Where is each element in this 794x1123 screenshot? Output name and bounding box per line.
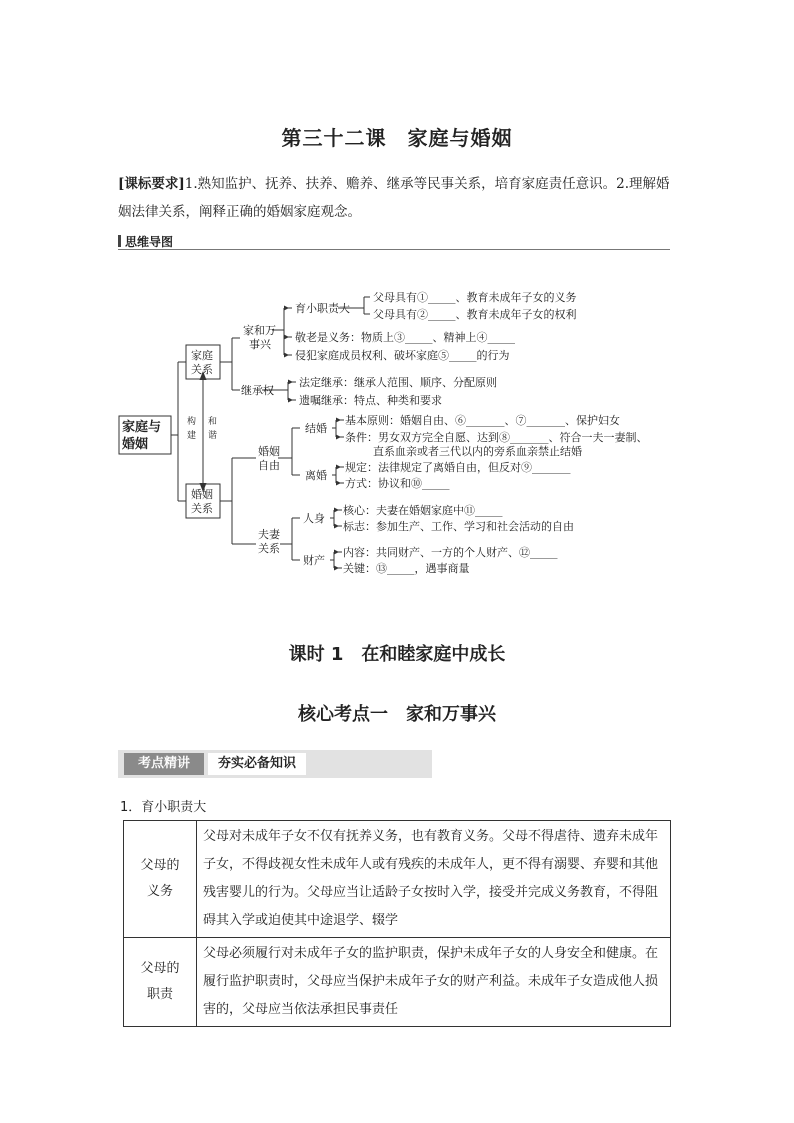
hunyin-ziyou-2: 自由 [258, 459, 280, 472]
table-row [124, 821, 671, 938]
family-label-2: 关系 [191, 363, 213, 376]
jicheng-label: 继承权 [241, 384, 274, 397]
jiehun-label: 结婚 [305, 422, 327, 435]
section-sub-label: 夯实必备知识 [208, 753, 306, 775]
row-header [124, 938, 197, 1027]
link-left-2: 建 [187, 431, 197, 441]
link-right-1: 和 [208, 417, 218, 427]
fuqi-label-1: 夫妻 [258, 528, 280, 541]
point-title: 核心考点一 家和万事兴 [298, 704, 496, 725]
page-title: 第三十二课 家庭与婚姻 [281, 126, 513, 150]
link-left-1: 构 [187, 417, 197, 427]
jinglao-label: 敬老是义务：物质上③_____、精神上④_____ [295, 331, 515, 344]
duty-table [123, 820, 671, 1027]
item-heading: 1．育小职责大 [120, 800, 207, 815]
row-header-line: 父母的 [140, 858, 180, 873]
row-content: 父母必须履行对未成年子女的监护职责，保护未成年子女的人身安全和健康。在履行监护职责时，父母应当保护未成年子女的财产利益。未成年子女造成他人损害的，父母应当依法承担民事责任 [197, 938, 671, 1027]
root-label-2: 婚姻 [122, 437, 149, 452]
renshen-item-2: 标志：参加生产、工作、学习和社会活动的自由 [343, 520, 574, 533]
row-header-line: 父母的 [140, 961, 180, 976]
lihun-item-1: 规定：法律规定了离婚自由，但反对⑨_______ [345, 461, 571, 474]
jiehun-item-2: 条件：男女双方完全自愿、达到⑧_______、符合一夫一妻制、 [345, 431, 648, 444]
caichan-item-1: 内容：共同财产、一方的个人财产、⑫_____ [343, 546, 558, 559]
yuxiao-item-2: 父母具有②_____、教育未成年子女的权利 [373, 308, 577, 321]
fading-label: 法定继承：继承人范围、顺序、分配原则 [299, 376, 497, 389]
marriage-label-1: 婚姻 [191, 488, 213, 501]
jiahe-label-1: 家和万 [243, 324, 276, 337]
yuxiao-label: 育小职责大 [295, 302, 350, 315]
yizhu-label: 遗嘱继承：特点、种类和要求 [299, 394, 442, 407]
fuqi-label-2: 关系 [258, 542, 280, 555]
caichan-item-2: 关键：⑬_____，遇事商量 [343, 562, 470, 575]
jiehun-item-1: 基本原则：婚姻自由、⑥_______、⑦_______、保护妇女 [345, 414, 620, 427]
mindmap-heading-label: 思维导图 [125, 235, 174, 249]
yuxiao-item-1: 父母具有①_____、教育未成年子女的义务 [373, 291, 577, 304]
caichan-label: 财产 [303, 554, 325, 567]
marriage-label-2: 关系 [191, 502, 213, 515]
section-key-label: 考点精讲 [124, 753, 204, 775]
renshen-label: 人身 [303, 512, 325, 525]
lihun-item-2: 方式：协议和⑩_____ [345, 477, 450, 490]
row-content: 父母对未成年子女不仅有抚养义务，也有教育义务。父母不得虐待、遗弃未成年子女，不得歧视女性未成年人或有残疾的未成年人，更不得有溺婴、弃婴和其他残害婴儿的行为。父母应当让适龄子女按时入学，接受并完成义务教育，不得阻碍其入学或迫使其中途退学、辍学 [197, 821, 671, 938]
family-label-1: 家庭 [191, 349, 213, 362]
row-header-line: 义务 [146, 884, 173, 899]
requirements-tag: [课标要求] [118, 176, 185, 192]
section-bar [118, 750, 432, 778]
jiehun-item-3: 直系血亲或者三代以内的旁系血亲禁止结婚 [373, 445, 582, 458]
lihun-label: 离婚 [305, 469, 327, 482]
table-row [124, 938, 671, 1027]
jiahe-label-2: 事兴 [249, 338, 271, 351]
hunyin-ziyou-1: 婚姻 [258, 445, 280, 458]
lesson-title: 课时 1 在和睦家庭中成长 [288, 644, 506, 665]
renshen-item-1: 核心：夫妻在婚姻家庭中⑪_____ [343, 504, 503, 517]
row-header-line: 职责 [146, 987, 173, 1002]
root-label-1: 家庭与 [122, 420, 162, 435]
requirements-text: 1.熟知监护、抚养、扶养、赡养、继承等民事关系，培育家庭责任意识。2.理解婚姻法律关系，阐释正确的婚姻家庭观念。 [118, 176, 670, 220]
row-header [124, 821, 197, 938]
link-right-2: 谐 [208, 431, 218, 441]
qinfan-label: 侵犯家庭成员权利、破坏家庭⑤_____的行为 [295, 349, 510, 362]
